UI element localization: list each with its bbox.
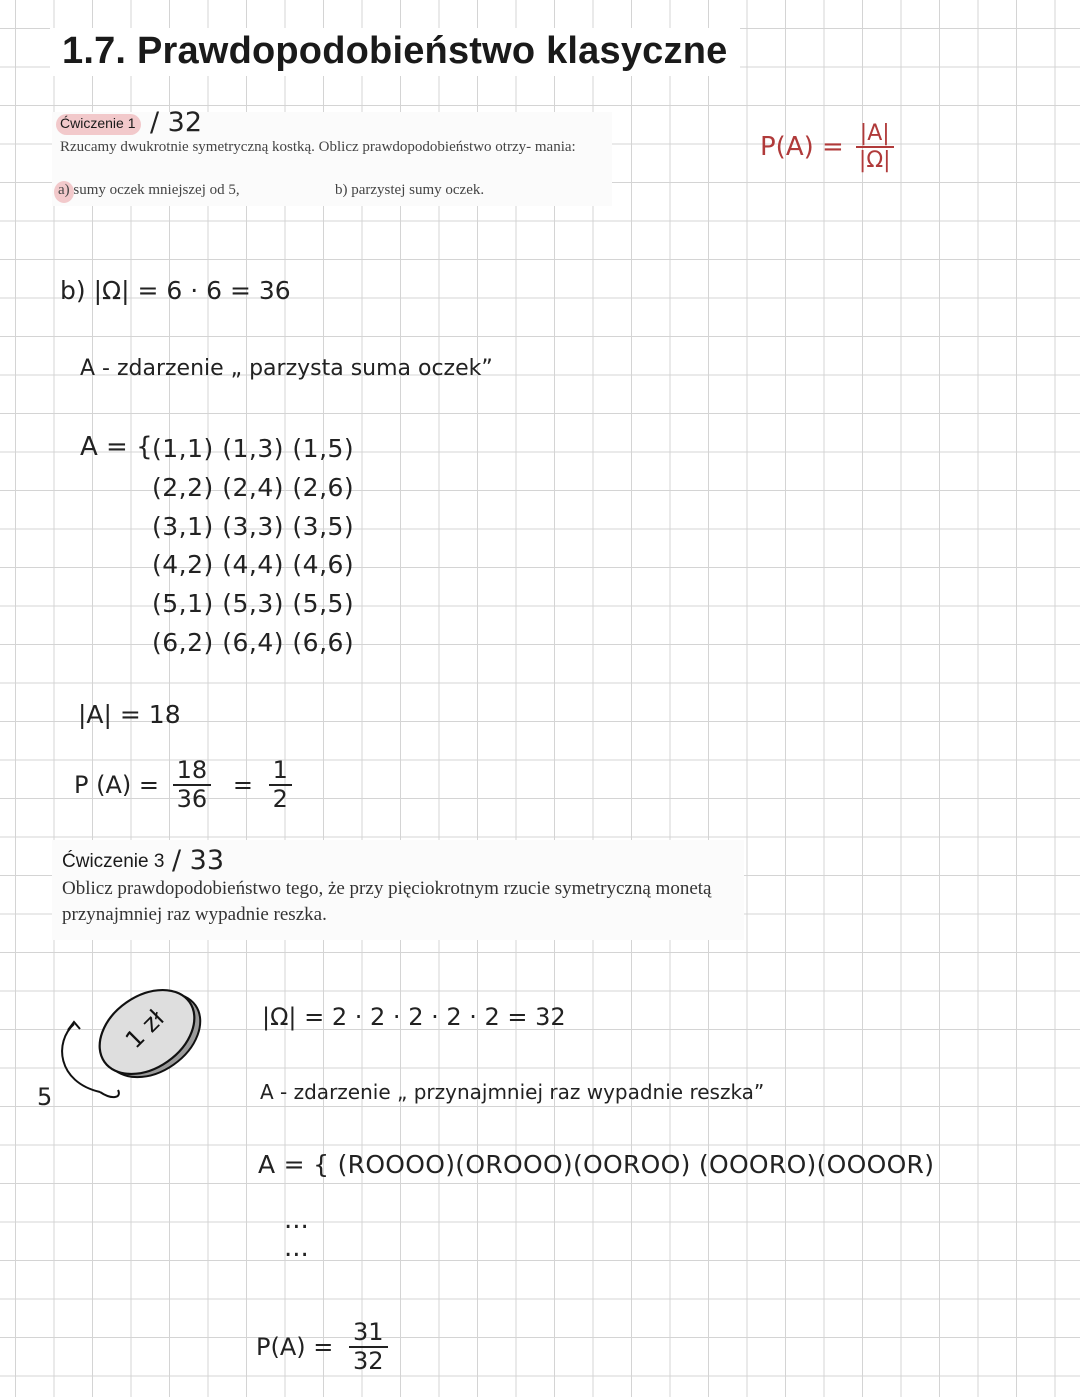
solution-3-ellipsis: ... [284, 1205, 309, 1235]
solution-3-event: A - zdarzenie „ przynajmniej raz wypadnie reszka” [260, 1080, 765, 1104]
prob-lhs: P(A) = [256, 1333, 334, 1362]
exercise-1-page-ref: / 32 [150, 107, 203, 138]
solution-b-count: |A| = 18 [78, 700, 181, 729]
solution-b-set-lead: A = { [80, 432, 153, 462]
coin-icon [52, 972, 212, 1112]
set-row: (5,1) (5,3) (5,5) [152, 589, 355, 619]
prob-denominator: 36 [176, 785, 208, 814]
formula-lhs: P(A) = [760, 132, 844, 163]
prob-numerator: 18 [173, 758, 212, 786]
exercise-1-part-b: b) parzystej sumy oczek. [335, 182, 485, 198]
coin-face-text: 1 zł [119, 1004, 170, 1055]
page-title: 1.7. Prawdopodobieństwo klasyczne [62, 30, 728, 72]
exercise-1-text: Rzucamy dwukrotnie symetryczną kostką. Oblicz prawdopodobieństwo otrzy- mania: [60, 139, 576, 155]
prob-equals: = [232, 771, 253, 800]
formula-fraction [855, 122, 895, 172]
solution-3-ellipsis: ... [284, 1233, 309, 1263]
exercise-3-label: Ćwiczenie 3 [62, 851, 165, 872]
prob-fraction [173, 758, 212, 812]
prob-numerator: 31 [349, 1320, 388, 1348]
probability-formula [760, 122, 895, 172]
solution-b-omega: b) |Ω| = 6 · 6 = 36 [60, 276, 291, 305]
solution-b-set [152, 430, 354, 663]
coin-times: 5 [37, 1083, 53, 1111]
prob-fraction [349, 1320, 388, 1374]
set-row: (6,2) (6,4) (6,6) [152, 627, 355, 657]
exercise-1-part-a: a) sumy oczek mniejszej od 5, [58, 182, 240, 198]
solution-3-set: A = { (ROOOO)(OROOO)(OOROO) (OOORO)(OOOOR) [258, 1150, 935, 1179]
set-row: (1,1) (1,3) (1,5) [152, 434, 355, 463]
exercise-1-label-highlight [56, 114, 141, 135]
set-row: (2,2) (2,4) (2,6) [152, 472, 355, 502]
prob-numerator-simplified: 1 [269, 758, 292, 786]
formula-denominator: |Ω| [858, 148, 891, 174]
prob-fraction-simplified [269, 758, 292, 812]
solution-b-event: A - zdarzenie „ parzysta suma oczek” [80, 356, 493, 381]
prob-denominator: 32 [353, 1347, 384, 1376]
prob-denominator-simplified: 2 [272, 785, 288, 814]
set-row: (3,1) (3,3) (3,5) [152, 511, 355, 541]
solution-b-probability [74, 758, 292, 812]
exercise-3-page-ref: / 33 [172, 845, 225, 876]
exercise-1-label: Ćwiczenie 1 [60, 115, 136, 131]
exercise-3-text: Oblicz prawdopodobieństwo tego, że przy pięciokrotnym rzucie symetryczną monetą przynajmniej raz wypadnie reszka. [62, 878, 712, 925]
prob-lhs: P (A) = [74, 771, 159, 800]
solution-3-omega: |Ω| = 2 · 2 · 2 · 2 · 2 = 32 [262, 1003, 566, 1031]
formula-numerator: |A| [856, 122, 894, 148]
set-row: (4,2) (4,4) (4,6) [152, 550, 355, 580]
solution-3-probability [256, 1320, 388, 1374]
